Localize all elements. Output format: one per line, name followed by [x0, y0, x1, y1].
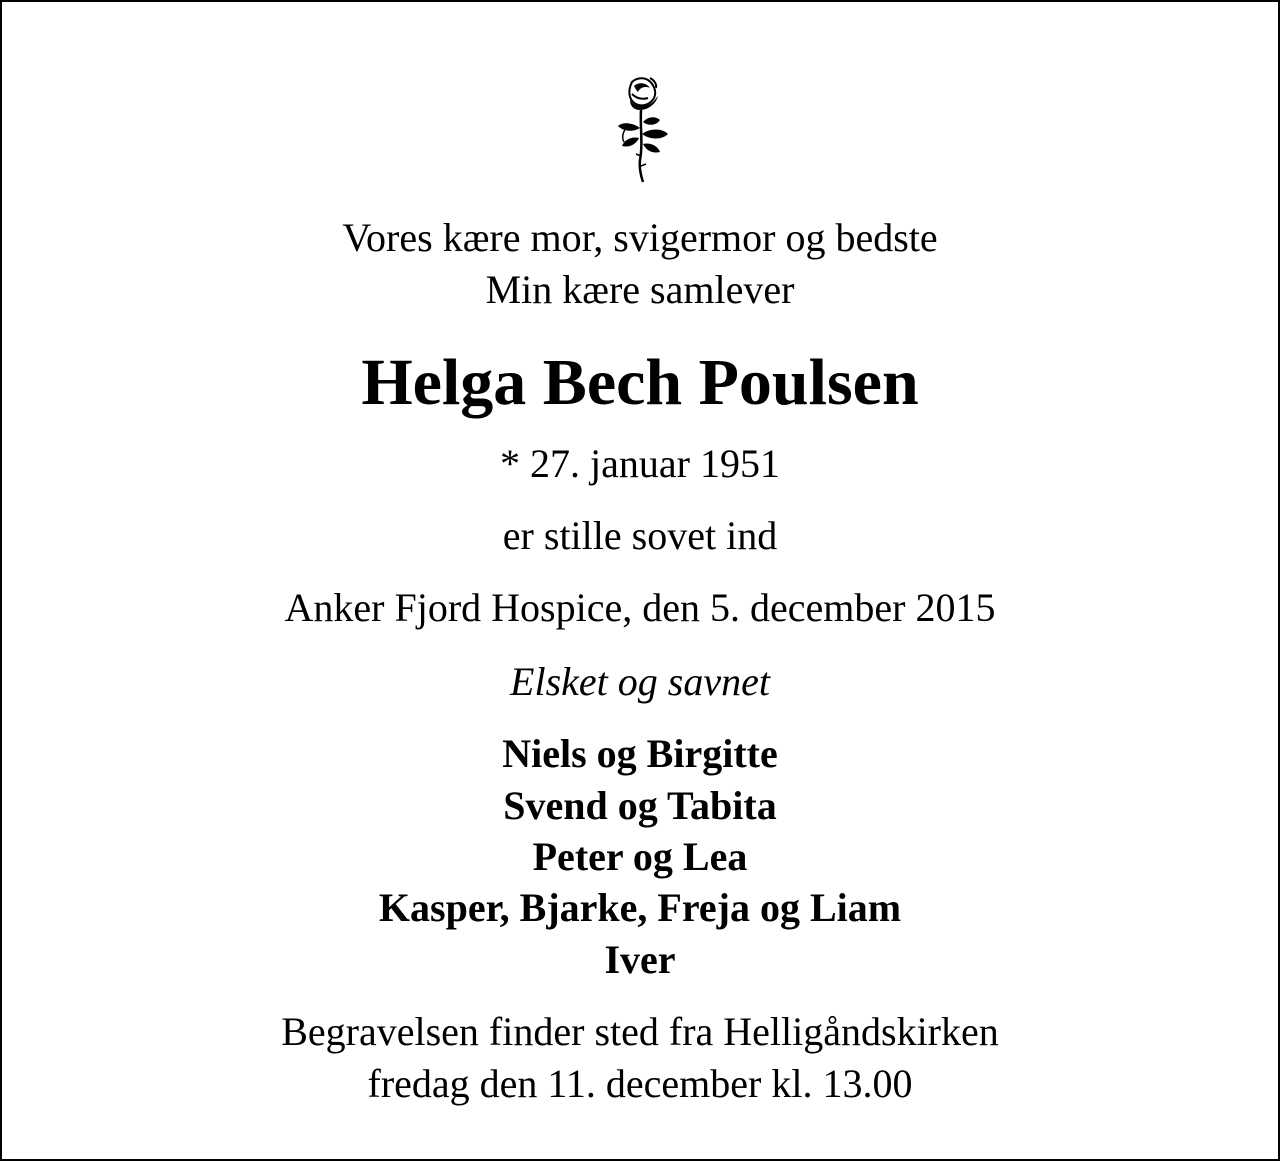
family-member-line: Kasper, Bjarke, Freja og Liam — [378, 885, 902, 930]
intro-line: Min kære samlever — [485, 267, 795, 312]
family-member-line: Iver — [604, 937, 676, 982]
family-member-line: Peter og Lea — [532, 834, 748, 879]
place-and-date: Anker Fjord Hospice, den 5. december 2015 — [284, 585, 996, 630]
funeral-info-line: fredag den 11. december kl. 13.00 — [367, 1061, 913, 1106]
intro-line: Vores kære mor, svigermor og bedste — [342, 215, 938, 260]
passing-statement: er stille sovet ind — [502, 513, 778, 558]
rose-icon — [610, 72, 674, 184]
loved-and-missed: Elsket og savnet — [510, 659, 770, 704]
birth-date: * 27. januar 1951 — [500, 441, 780, 486]
family-member-line: Niels og Birgitte — [502, 731, 778, 776]
deceased-name: Helga Bech Poulsen — [361, 346, 919, 419]
funeral-info-line: Begravelsen finder sted fra Helligåndskirken — [281, 1009, 999, 1054]
family-member-line: Svend og Tabita — [503, 783, 777, 828]
